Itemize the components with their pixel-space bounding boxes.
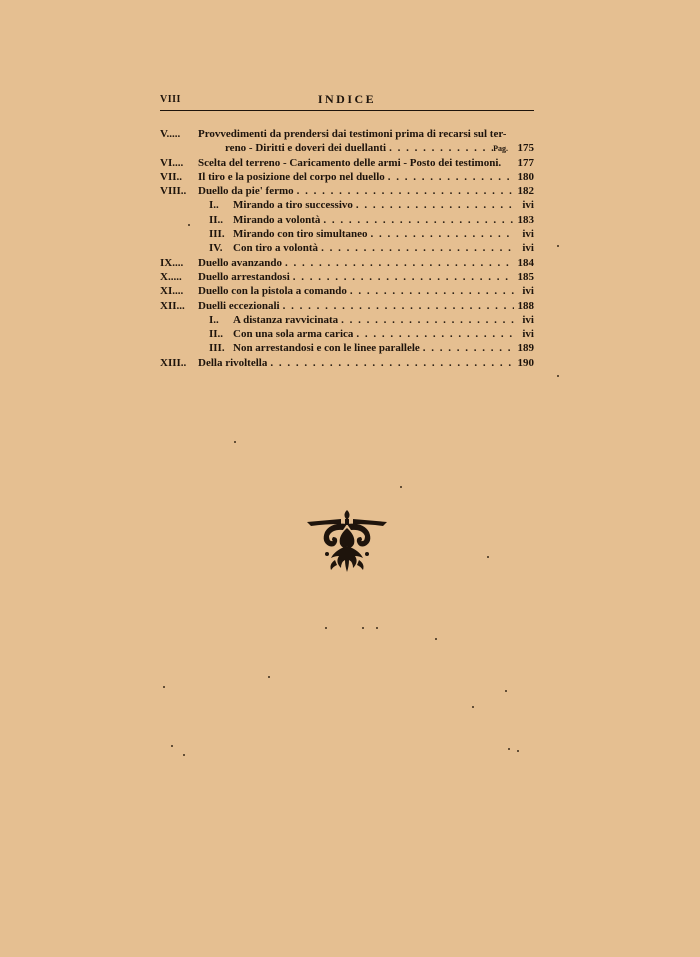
toc-entry-page: 182 (517, 185, 534, 198)
dot-leader (294, 184, 514, 198)
speck (472, 706, 474, 708)
toc-entry-line (233, 327, 534, 341)
toc-entry (160, 141, 534, 155)
speck (487, 556, 489, 558)
toc-entry-number: XIII.. (160, 356, 187, 369)
toc-entry (160, 313, 534, 327)
toc-entry-label: Il tiro e la posizione del corpo nel duello (198, 170, 385, 183)
toc-entry-label: Mirando con tiro simultaneo (233, 228, 368, 241)
dot-leader (267, 356, 514, 370)
toc-entry-label: Non arrestandosi e con le linee parallele (233, 342, 420, 355)
toc-entry-line (225, 141, 534, 156)
speck (268, 676, 270, 678)
toc-entry (160, 256, 534, 270)
toc-entry-label: Duello arrestandosi (198, 270, 290, 283)
toc-entry-line (198, 270, 534, 284)
toc-entry-line (233, 341, 534, 355)
toc-entry (160, 299, 534, 313)
toc-entry (160, 184, 534, 198)
speck (508, 748, 510, 750)
toc-entry-page: ivi (522, 328, 534, 341)
toc-entry-line (198, 127, 534, 141)
toc-entry-page: 185 (517, 270, 534, 283)
speck (557, 245, 559, 247)
toc-entry-page: 190 (517, 356, 534, 369)
toc-entry-page: ivi (522, 285, 534, 298)
toc-entry-number: II.. (209, 213, 224, 226)
toc-entry (160, 170, 534, 184)
speck (362, 627, 364, 629)
speck (163, 686, 165, 688)
toc-entry (160, 270, 534, 284)
speck (517, 750, 519, 752)
toc-entry-label: A distanza ravvicinata (233, 313, 339, 326)
toc-entry-label: Duello da pie' fermo (198, 185, 294, 198)
toc-entry-page: 177 (517, 156, 534, 169)
toc-entry (160, 356, 534, 370)
dot-leader (290, 270, 514, 284)
toc-entry (160, 227, 534, 241)
toc-entry-number: IV. (209, 242, 223, 255)
toc-entry-page: ivi (522, 228, 534, 241)
speck (325, 627, 327, 629)
speck (183, 754, 185, 756)
toc-entry-number: VI.... (160, 156, 184, 169)
dot-leader (280, 299, 514, 313)
dot-leader (320, 213, 514, 227)
toc-entry-page: 184 (517, 256, 534, 269)
speck (188, 224, 190, 226)
header-rule (160, 110, 534, 111)
toc-entry (160, 127, 534, 141)
dot-leader (282, 256, 514, 270)
toc-entry-number: II.. (209, 328, 224, 341)
toc-entry (160, 241, 534, 255)
toc-entry-line (233, 198, 534, 212)
toc-entry-page: 189 (517, 342, 534, 355)
speck (234, 441, 236, 443)
toc-entry-page: ivi (522, 242, 534, 255)
toc-entry-line (233, 213, 534, 227)
page-title: INDICE (317, 92, 377, 106)
toc-entry (160, 156, 534, 170)
toc-entry (160, 198, 534, 212)
toc-entry-page: 180 (517, 170, 534, 183)
toc-entry-page: 175 (517, 142, 534, 155)
toc-entry-label: Provvedimenti da prendersi dai testimoni prima di recarsi sul ter- (198, 128, 507, 140)
dot-leader (353, 198, 514, 212)
toc-entry (160, 213, 534, 227)
toc-entry-label: Scelta del terreno - Caricamento delle armi - Posto dei testimoni. (198, 156, 502, 169)
toc-entry-label: Duello avanzando (198, 256, 283, 269)
toc-entry-line (198, 299, 534, 313)
toc-entry-page: 188 (517, 299, 534, 312)
dot-leader (353, 327, 514, 341)
page-number: VIII (160, 94, 181, 105)
dot-leader (347, 284, 514, 298)
toc-entry-number: V..... (160, 128, 181, 140)
dot-leader (420, 341, 514, 355)
toc-entry-label: Mirando a volontà (233, 213, 321, 226)
table-of-contents (160, 127, 534, 370)
speck (557, 375, 559, 377)
speck (505, 690, 507, 692)
toc-entry-number: I.. (209, 313, 219, 326)
toc-entry-label: Duelli eccezionali (198, 299, 280, 312)
toc-entry-line (233, 313, 534, 327)
toc-entry-number: X..... (160, 270, 182, 283)
toc-entry-line (198, 184, 534, 198)
speck (435, 638, 437, 640)
toc-entry-line (233, 227, 534, 241)
page-header (160, 92, 534, 108)
toc-entry-line (198, 170, 534, 184)
dot-leader (338, 313, 514, 327)
toc-entry-number: III. (209, 342, 225, 355)
toc-entry-line (198, 356, 534, 370)
toc-entry-line (198, 256, 534, 270)
toc-entry-page: ivi (522, 313, 534, 326)
toc-entry-page: 183 (517, 213, 534, 226)
toc-entry (160, 284, 534, 298)
toc-entry-label: Della rivoltella (198, 356, 268, 369)
dot-leader (385, 170, 514, 184)
speck (376, 627, 378, 629)
toc-entry-label: Con una sola arma carica (233, 328, 354, 341)
toc-entry-label: Duello con la pistola a comando (198, 285, 347, 298)
toc-entry-page: ivi (522, 199, 534, 212)
fleuron-ornament-icon (305, 510, 389, 574)
toc-entry-number: VII.. (160, 170, 183, 183)
speck (171, 745, 173, 747)
toc-entry-line (198, 284, 534, 298)
dot-leader (368, 227, 514, 241)
toc-entry-line (233, 241, 534, 255)
speck (400, 486, 402, 488)
toc-entry (160, 341, 534, 355)
dot-leader (318, 241, 514, 255)
toc-entry-line (198, 156, 534, 170)
toc-entry-label: Mirando a tiro successivo (233, 199, 353, 212)
toc-entry-number: VIII.. (160, 185, 187, 198)
toc-entry-label: Con tiro a volontà (233, 242, 319, 255)
toc-entry-number: XII... (160, 299, 185, 312)
toc-entry-number: XI.... (160, 285, 184, 298)
dot-leader (386, 141, 493, 155)
toc-entry-number: III. (209, 228, 225, 241)
toc-entry-number: IX.... (160, 256, 184, 269)
toc-entry-number: I.. (209, 199, 219, 212)
page-abbreviation: Pag. (493, 144, 508, 154)
toc-entry (160, 327, 534, 341)
toc-entry-label: reno - Diritti e doveri dei duellanti (225, 142, 387, 155)
